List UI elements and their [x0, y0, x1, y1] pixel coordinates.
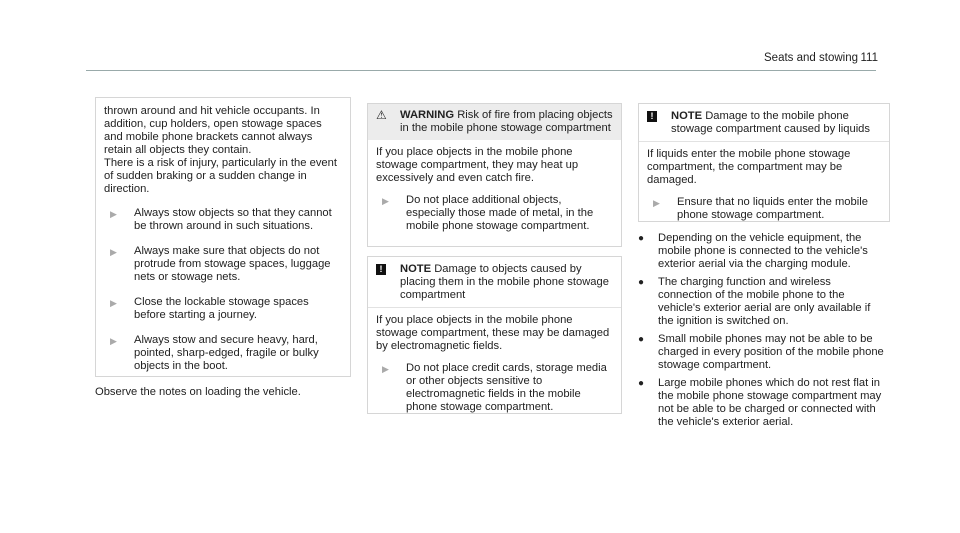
page-number: 111: [860, 52, 878, 64]
list-item: ● The charging function and wireless connection of the mobile phone to the vehicle's exterior aerial are only available if the ignition is switched on.: [638, 276, 871, 327]
note-heading: Damage to objects caused by placing them in the mobile phone stowage compartment: [400, 263, 609, 301]
list-item: ● Large mobile phones which do not rest flat in the mobile phone stowage compartment may not be able to be charged or connected with the vehicle's exterior aerial.: [638, 377, 882, 428]
warning-triangle-icon: ⚠: [376, 108, 387, 122]
warning-heading: Risk of fire from placing objects in the mobile phone stowage compartment: [400, 109, 613, 134]
paragraph: thrown around and hit vehicle occupants. In addition, cup holders, open stowage spaces and mobile phone brackets cannot always retain all objects they contain.: [104, 105, 322, 156]
step-arrow-icon: ▶: [653, 198, 660, 208]
instruction-step: [104, 296, 342, 322]
list-item: ● Depending on the vehicle equipment, the mobile phone is connected to the vehicle's exterior aerial via the charging module.: [638, 232, 868, 270]
step-arrow-icon: ▶: [110, 298, 117, 308]
section-title: Seats and stowing: [764, 52, 858, 64]
instruction-step: [647, 196, 881, 222]
step-arrow-icon: ▶: [110, 336, 117, 346]
bullet-list-container: [638, 232, 888, 434]
bullet-icon: ●: [638, 334, 645, 345]
step-text: Always stow and secure heavy, hard, pointed, sharp-edged, fragile or bulky objects in the boot.: [134, 334, 319, 372]
warning-body: If you place objects in the mobile phone stowage compartment, they may heat up excessively and even catch fire.: [376, 146, 579, 184]
note-box: [367, 256, 622, 414]
loading-note: Observe the notes on loading the vehicle.: [95, 386, 301, 398]
page-header: [86, 52, 878, 71]
warning-label: WARNING: [400, 109, 455, 121]
list-item: ● Small mobile phones may not be able to be charged in every position of the mobile phone stowage compartment.: [638, 333, 884, 371]
bullet-icon: ●: [638, 378, 645, 389]
note-label: NOTE: [400, 263, 432, 275]
note-body: If you place objects in the mobile phone stowage compartment, these may be damaged by electromagnetic fields.: [376, 314, 610, 352]
instruction-step: [376, 362, 613, 414]
note-header: [368, 257, 621, 307]
bullet-icon: ●: [638, 233, 645, 244]
note-icon: !: [376, 263, 400, 302]
note-label: NOTE: [671, 110, 703, 122]
note-heading: Damage to the mobile phone stowage compartment caused by liquids: [671, 110, 870, 135]
note-icon: !: [647, 110, 671, 136]
bullet-icon: ●: [638, 277, 645, 288]
step-arrow-icon: ▶: [110, 209, 117, 219]
note-header: [639, 104, 889, 141]
step-arrow-icon: ▶: [110, 247, 117, 257]
step-arrow-icon: ▶: [382, 196, 389, 206]
step-text: Ensure that no liquids enter the mobile phone stowage compartment.: [677, 196, 868, 221]
paragraph: There is a risk of injury, particularly in the event of sudden braking or a sudden change in direction.: [104, 157, 337, 195]
instruction-step: [104, 207, 342, 233]
step-text: Close the lockable stowage spaces before starting a journey.: [134, 296, 309, 321]
step-text: Do not place additional objects, especially those made of metal, in the mobile phone stowage compartment.: [406, 194, 594, 232]
step-text: Always stow objects so that they cannot be thrown around in such situations.: [134, 207, 332, 232]
step-text: Do not place credit cards, storage media or other objects sensitive to electromagnetic fields in the mobile phone stowage compartment.: [406, 362, 607, 413]
note-box: [638, 103, 890, 222]
step-text: Always make sure that objects do not protrude from stowage spaces, luggage nets or stowage nets.: [134, 245, 331, 283]
note-body: If liquids enter the mobile phone stowage compartment, the compartment may be damaged.: [647, 148, 851, 186]
risk-box: [95, 97, 351, 377]
instruction-step: [376, 194, 613, 233]
step-arrow-icon: ▶: [382, 364, 389, 374]
bullet-list: [638, 232, 888, 429]
instruction-step: [104, 334, 342, 373]
instruction-step: [104, 245, 342, 284]
warning-header: [368, 104, 621, 140]
warning-box: [367, 103, 622, 247]
